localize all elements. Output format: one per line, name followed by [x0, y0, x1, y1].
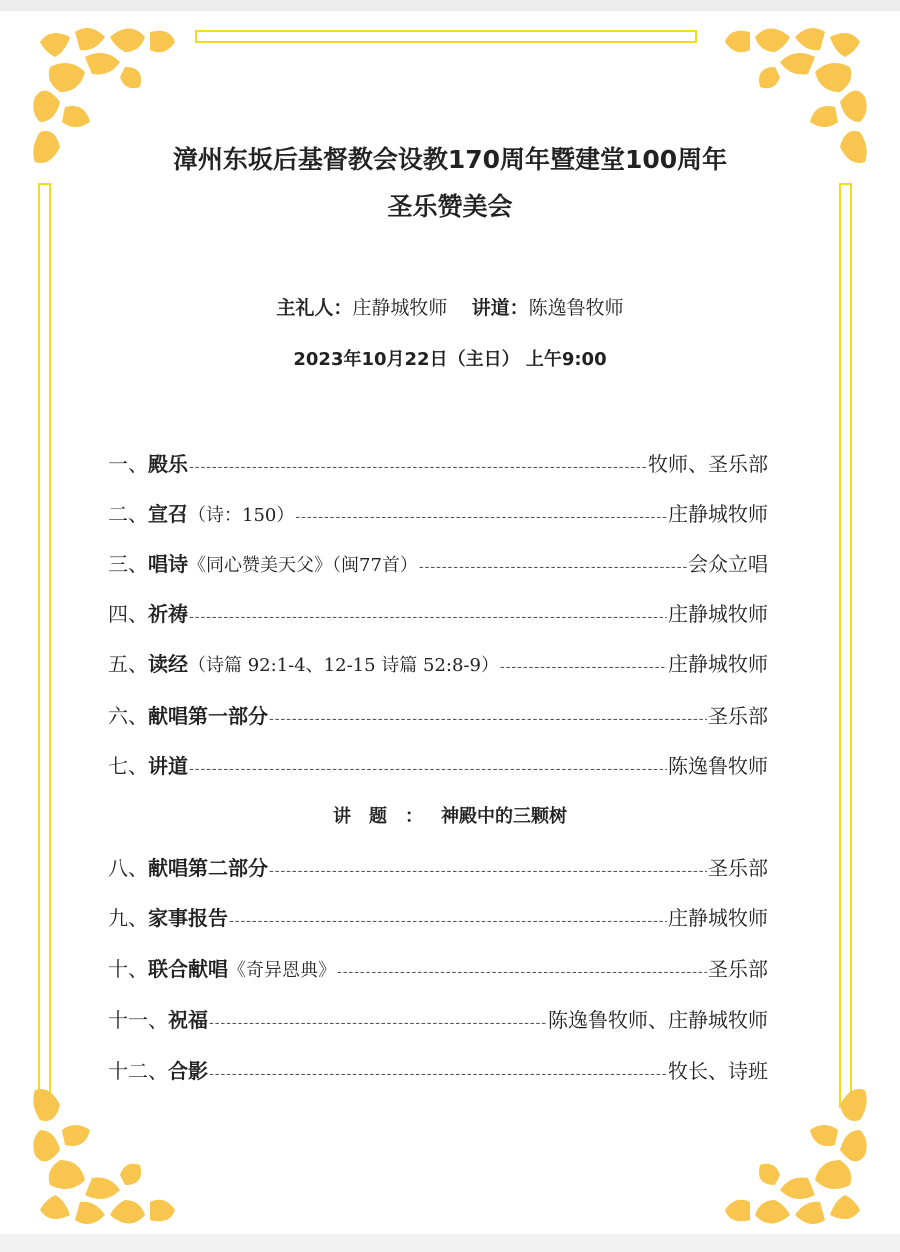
- presider: 庄静城牧师: [352, 297, 448, 319]
- item-person: 陈逸鲁牧师: [668, 754, 768, 778]
- program-item: [108, 648, 768, 677]
- event-date: 2023年10月22日（主日） 上午9:00: [293, 349, 607, 370]
- item-number: 一、: [108, 452, 148, 476]
- preacher-label: 讲道：: [471, 297, 529, 319]
- item-name: 殿乐: [148, 452, 188, 476]
- preacher: 陈逸鲁牧师: [528, 297, 624, 319]
- program-item: [108, 750, 768, 779]
- program-item: [108, 548, 768, 577]
- dash-leader: [419, 559, 687, 575]
- page-subtitle: 圣乐赞美会: [387, 192, 513, 221]
- sermon-label: 讲题：: [333, 806, 441, 827]
- ornament-corner-icon: [30, 1080, 180, 1230]
- officiants: [0, 293, 900, 320]
- item-person: 会众立唱: [688, 552, 768, 576]
- frame-right-bar: [839, 183, 852, 1108]
- item-person: 圣乐部: [708, 957, 768, 981]
- dash-leader: [189, 459, 647, 475]
- page-title: 漳州东坂后基督教会设教170周年暨建堂100周年: [172, 145, 728, 174]
- item-person: 牧师、圣乐部: [648, 452, 768, 476]
- item-person: 牧长、诗班: [668, 1059, 768, 1083]
- item-name: 读经: [148, 652, 188, 676]
- item-person: 陈逸鲁牧师、庄静城牧师: [548, 1008, 768, 1032]
- item-number: 七、: [108, 754, 148, 778]
- item-note: （诗篇 92:1-4、12-15 诗篇 52:8-9）: [188, 655, 499, 676]
- item-number: 九、: [108, 906, 148, 930]
- dash-leader: [500, 659, 667, 675]
- program-item: [108, 700, 768, 729]
- item-name: 献唱第一部分: [148, 704, 268, 728]
- program-item: [108, 1004, 768, 1033]
- frame-left-bar: [38, 183, 51, 1108]
- item-number: 十一、: [108, 1008, 168, 1032]
- item-person: 庄静城牧师: [668, 906, 768, 930]
- dash-leader: [337, 964, 707, 980]
- item-name: 讲道: [148, 754, 188, 778]
- program-item: [108, 902, 768, 931]
- presider-label: 主礼人：: [276, 297, 353, 319]
- bottom-band: [0, 1234, 900, 1252]
- item-note: （诗：150）: [188, 505, 295, 526]
- item-note: 《同心赞美天父》（闽77首）: [188, 555, 418, 576]
- item-number: 十、: [108, 957, 148, 981]
- item-name: 家事报告: [148, 906, 228, 930]
- sermon-title: 神殿中的三颗树: [441, 806, 567, 827]
- frame-top-bar: [195, 30, 697, 43]
- dash-leader: [189, 609, 667, 625]
- item-number: 四、: [108, 602, 148, 626]
- item-number: 十二、: [108, 1059, 168, 1083]
- item-person: 庄静城牧师: [668, 502, 768, 526]
- program-item: [108, 498, 768, 527]
- dash-leader: [209, 1066, 667, 1082]
- program-item: [108, 852, 768, 881]
- dash-leader: [269, 711, 707, 727]
- program-item: [108, 598, 768, 627]
- item-number: 八、: [108, 856, 148, 880]
- program-item: [108, 1055, 768, 1084]
- item-person: 圣乐部: [708, 704, 768, 728]
- item-name: 联合献唱: [148, 957, 228, 981]
- item-name: 祝福: [168, 1008, 208, 1032]
- item-person: 庄静城牧师: [668, 602, 768, 626]
- item-number: 六、: [108, 704, 148, 728]
- dash-leader: [229, 913, 667, 929]
- item-person: 庄静城牧师: [668, 652, 768, 676]
- sermon-topic: [0, 802, 900, 828]
- program-item: [108, 953, 768, 982]
- program-item: [108, 448, 768, 477]
- item-number: 二、: [108, 502, 148, 526]
- item-name: 宣召: [148, 502, 188, 526]
- dash-leader: [189, 761, 667, 777]
- dash-leader: [295, 509, 667, 525]
- dash-leader: [269, 863, 707, 879]
- item-number: 五、: [108, 652, 148, 676]
- item-name: 祈祷: [148, 602, 188, 626]
- ornament-corner-icon: [720, 1080, 870, 1230]
- top-band: [0, 0, 900, 11]
- item-name: 合影: [168, 1059, 208, 1083]
- item-person: 圣乐部: [708, 856, 768, 880]
- item-note: 《奇异恩典》: [228, 960, 336, 981]
- item-number: 三、: [108, 552, 148, 576]
- dash-leader: [209, 1015, 547, 1031]
- item-name: 唱诗: [148, 552, 188, 576]
- item-name: 献唱第二部分: [148, 856, 268, 880]
